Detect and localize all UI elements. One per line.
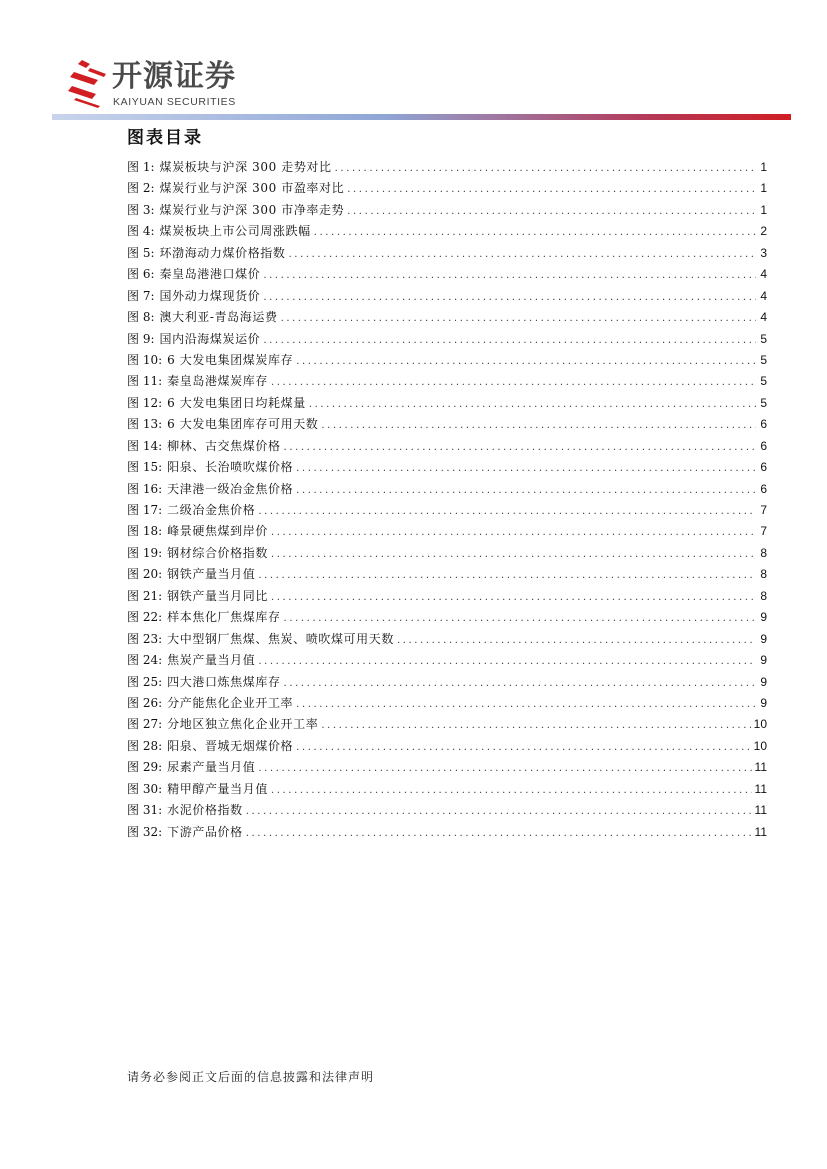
- toc-entry-title[interactable]: 秦皇岛港港口煤价: [159, 267, 261, 282]
- toc-page-number[interactable]: 11: [754, 824, 767, 839]
- toc-entry[interactable]: [127, 457, 767, 478]
- toc-page-number[interactable]: 11: [754, 803, 767, 818]
- toc-entry-title[interactable]: 钢铁产量当月值: [167, 567, 256, 582]
- toc-page-number[interactable]: 8: [760, 588, 767, 603]
- toc-entry[interactable]: [127, 779, 767, 800]
- table-of-figures: [127, 157, 767, 843]
- toc-entry-title[interactable]: 四大港口炼焦煤库存: [167, 674, 281, 689]
- toc-leader-dots: [284, 608, 756, 629]
- toc-entry-title[interactable]: 阳泉、晋城无烟煤价格: [167, 738, 294, 753]
- toc-entry-label: 图 4:: [127, 224, 155, 239]
- toc-entry-title[interactable]: 下游产品价格: [167, 824, 243, 839]
- toc-entry-title[interactable]: 二级冶金焦价格: [167, 503, 256, 517]
- logo-english-name: KAIYUAN SECURITIES: [113, 96, 236, 108]
- toc-leader-dots: [263, 265, 756, 286]
- toc-entry[interactable]: [127, 500, 767, 521]
- toc-entry-title[interactable]: 煤炭行业与沪深 300 市盈率对比: [159, 181, 345, 196]
- toc-page-number[interactable]: 5: [760, 395, 767, 410]
- toc-entry[interactable]: [127, 800, 767, 821]
- toc-entry[interactable]: [127, 607, 767, 628]
- toc-leader-dots: [246, 823, 752, 844]
- toc-entry[interactable]: [127, 221, 767, 242]
- toc-entry[interactable]: [127, 200, 767, 221]
- toc-leader-dots: [258, 501, 756, 522]
- toc-entry-label: 图 13:: [127, 417, 163, 432]
- toc-entry-label: 图 31:: [127, 803, 163, 818]
- toc-page-number[interactable]: 5: [760, 331, 767, 346]
- toc-entry[interactable]: [127, 672, 767, 693]
- toc-entry-label: 图 32:: [127, 824, 163, 839]
- toc-page-number[interactable]: 11: [754, 781, 767, 796]
- toc-page-number[interactable]: 9: [760, 631, 767, 646]
- toc-leader-dots: [309, 394, 756, 415]
- toc-page-number[interactable]: 9: [760, 674, 767, 689]
- toc-leader-dots: [296, 480, 756, 501]
- toc-entry[interactable]: [127, 157, 767, 178]
- toc-page-number[interactable]: 5: [760, 352, 767, 367]
- kaiyuan-logo-icon: [68, 58, 108, 108]
- toc-leader-dots: [271, 522, 756, 543]
- toc-entry-title[interactable]: 国外动力煤现货价: [159, 288, 261, 303]
- toc-leader-dots: [347, 179, 756, 200]
- footer-disclaimer: 请务必参阅正文后面的信息披露和法律声明: [127, 1070, 375, 1084]
- toc-entry-label: 图 7:: [127, 288, 155, 303]
- toc-leader-dots: [347, 201, 756, 222]
- toc-leader-dots: [271, 587, 756, 608]
- toc-page-number[interactable]: 3: [760, 245, 767, 260]
- toc-entry[interactable]: [127, 371, 767, 392]
- toc-entry-label: 图 18:: [127, 524, 163, 539]
- toc-entry[interactable]: [127, 436, 767, 457]
- toc-entry-title[interactable]: 柳林、古交焦煤价格: [167, 438, 281, 453]
- toc-entry[interactable]: [127, 264, 767, 285]
- toc-leader-dots: [321, 715, 750, 736]
- toc-entry[interactable]: [127, 757, 767, 778]
- toc-entry[interactable]: [127, 521, 767, 542]
- toc-page-number[interactable]: 9: [760, 695, 767, 710]
- toc-entry-title[interactable]: 精甲醇产量当月值: [167, 781, 268, 796]
- toc-entry-title[interactable]: 水泥价格指数: [167, 803, 243, 818]
- toc-leader-dots: [258, 651, 756, 672]
- toc-leader-dots: [321, 415, 756, 436]
- toc-entry[interactable]: [127, 393, 767, 414]
- toc-leader-dots: [263, 330, 756, 351]
- toc-leader-dots: [246, 801, 752, 822]
- toc-entry-title[interactable]: 秦皇岛港煤炭库存: [167, 374, 268, 389]
- toc-entry[interactable]: [127, 243, 767, 264]
- toc-entry[interactable]: [127, 479, 767, 500]
- toc-entry-title[interactable]: 煤炭板块与沪深 300 走势对比: [159, 160, 332, 174]
- toc-entry-title[interactable]: 煤炭行业与沪深 300 市净率走势: [159, 202, 345, 217]
- toc-page-number[interactable]: 6: [760, 417, 767, 432]
- toc-entry-label: 图 20:: [127, 567, 163, 582]
- toc-leader-dots: [289, 244, 756, 265]
- toc-entry[interactable]: [127, 178, 767, 199]
- toc-entry-title[interactable]: 分地区独立焦化企业开工率: [167, 717, 319, 732]
- toc-entry-label: 图 3:: [127, 202, 155, 217]
- toc-entry-title[interactable]: 天津港一级冶金焦价格: [167, 481, 294, 496]
- toc-entry[interactable]: [127, 629, 767, 650]
- toc-leader-dots: [284, 673, 756, 694]
- toc-page-number[interactable]: 4: [760, 288, 767, 303]
- toc-page-number[interactable]: 10: [753, 717, 767, 732]
- toc-title: 图表目录: [127, 128, 203, 148]
- toc-leader-dots: [271, 544, 756, 565]
- toc-entry-label: 图 8:: [127, 310, 155, 325]
- toc-entry-title[interactable]: 环渤海动力煤价格指数: [159, 245, 286, 260]
- toc-page-number[interactable]: 2: [760, 224, 767, 239]
- toc-entry-label: 图 14:: [127, 438, 163, 453]
- toc-page-number[interactable]: 6: [760, 460, 767, 475]
- toc-leader-dots: [296, 351, 756, 372]
- toc-page-number[interactable]: 11: [754, 760, 767, 775]
- toc-leader-dots: [296, 458, 756, 479]
- toc-entry-label: 图 25:: [127, 674, 163, 689]
- toc-entry[interactable]: [127, 543, 767, 564]
- toc-entry[interactable]: [127, 307, 767, 328]
- logo-chinese-name: 开源证券: [112, 59, 236, 94]
- toc-entry-label: 图 19:: [127, 545, 163, 560]
- toc-entry-title[interactable]: 煤炭板块上市公司周涨跌幅: [159, 224, 311, 239]
- toc-page-number[interactable]: 8: [760, 545, 767, 560]
- toc-entry-label: 图 23:: [127, 631, 163, 646]
- toc-entry-label: 图 11:: [127, 374, 163, 389]
- toc-page-number[interactable]: 9: [760, 653, 767, 668]
- toc-entry-title[interactable]: 样本焦化厂焦煤库存: [167, 610, 281, 625]
- toc-entry-label: 图 6:: [127, 267, 155, 282]
- toc-entry-title[interactable]: 阳泉、长治喷吹煤价格: [167, 460, 294, 475]
- toc-entry[interactable]: [127, 586, 767, 607]
- toc-entry-title[interactable]: 6 大发电集团煤炭库存: [167, 352, 294, 367]
- toc-entry-label: 图 12:: [127, 395, 163, 410]
- toc-entry[interactable]: [127, 564, 767, 585]
- toc-entry-label: 图 1:: [127, 160, 155, 174]
- toc-entry-label: 图 5:: [127, 245, 155, 260]
- toc-entry[interactable]: [127, 650, 767, 671]
- toc-leader-dots: [296, 694, 756, 715]
- toc-entry-label: 图 2:: [127, 181, 155, 196]
- toc-entry-title[interactable]: 国内沿海煤炭运价: [159, 331, 261, 346]
- toc-entry-label: 图 24:: [127, 653, 163, 668]
- toc-entry-label: 图 10:: [127, 352, 163, 367]
- toc-entry-label: 图 30:: [127, 781, 163, 796]
- toc-entry[interactable]: [127, 822, 767, 843]
- toc-entry-label: 图 16:: [127, 481, 163, 496]
- toc-entry[interactable]: [127, 350, 767, 371]
- toc-entry-label: 图 27:: [127, 717, 163, 732]
- toc-page-number[interactable]: 4: [760, 267, 767, 282]
- company-logo: [68, 58, 268, 110]
- toc-page-number[interactable]: 1: [760, 160, 767, 174]
- toc-entry-title[interactable]: 峰景硬焦煤到岸价: [167, 524, 268, 539]
- toc-page-number[interactable]: 6: [760, 438, 767, 453]
- toc-entry-title[interactable]: 6 大发电集团日均耗煤量: [167, 395, 306, 410]
- toc-page-number[interactable]: 1: [760, 181, 767, 196]
- toc-entry-title[interactable]: 6 大发电集团库存可用天数: [167, 417, 319, 432]
- toc-leader-dots: [258, 758, 751, 779]
- toc-leader-dots: [284, 437, 756, 458]
- toc-leader-dots: [335, 158, 756, 179]
- toc-entry-label: 图 26:: [127, 695, 163, 710]
- toc-entry[interactable]: [127, 286, 767, 307]
- toc-entry[interactable]: [127, 714, 767, 735]
- header-divider: [52, 114, 791, 120]
- toc-leader-dots: [271, 780, 752, 801]
- toc-entry-label: 图 17:: [127, 503, 163, 517]
- toc-page-number[interactable]: 1: [760, 202, 767, 217]
- toc-entry-title[interactable]: 分产能焦化企业开工率: [167, 695, 294, 710]
- toc-page-number[interactable]: 9: [760, 610, 767, 625]
- toc-entry[interactable]: [127, 693, 767, 714]
- toc-page-number[interactable]: 5: [760, 374, 767, 389]
- toc-entry-label: 图 28:: [127, 738, 163, 753]
- toc-entry-label: 图 22:: [127, 610, 163, 625]
- toc-entry-title[interactable]: 钢材综合价格指数: [167, 545, 268, 560]
- toc-page-number[interactable]: 6: [760, 481, 767, 496]
- toc-entry-label: 图 15:: [127, 460, 163, 475]
- toc-entry-label: 图 21:: [127, 588, 163, 603]
- toc-entry[interactable]: [127, 414, 767, 435]
- toc-page-number[interactable]: 7: [760, 503, 767, 517]
- toc-page-number[interactable]: 4: [760, 310, 767, 325]
- toc-entry-title[interactable]: 尿素产量当月值: [167, 760, 256, 775]
- toc-entry-label: 图 9:: [127, 331, 155, 346]
- toc-leader-dots: [271, 372, 756, 393]
- toc-leader-dots: [281, 308, 756, 329]
- toc-page-number[interactable]: 8: [760, 567, 767, 582]
- toc-leader-dots: [258, 565, 756, 586]
- toc-leader-dots: [314, 222, 756, 243]
- toc-leader-dots: [263, 287, 756, 308]
- toc-entry-title[interactable]: 焦炭产量当月值: [167, 653, 256, 668]
- toc-entry[interactable]: [127, 329, 767, 350]
- toc-page-number[interactable]: 7: [760, 524, 767, 539]
- toc-entry-title[interactable]: 钢铁产量当月同比: [167, 588, 268, 603]
- toc-entry[interactable]: [127, 736, 767, 757]
- toc-entry-title[interactable]: 大中型钢厂焦煤、焦炭、喷吹煤可用天数: [167, 631, 394, 646]
- toc-page-number[interactable]: 10: [753, 738, 767, 753]
- toc-entry-title[interactable]: 澳大利亚-青岛海运费: [159, 310, 278, 325]
- toc-leader-dots: [296, 737, 750, 758]
- toc-leader-dots: [397, 630, 756, 651]
- toc-entry-label: 图 29:: [127, 760, 163, 775]
